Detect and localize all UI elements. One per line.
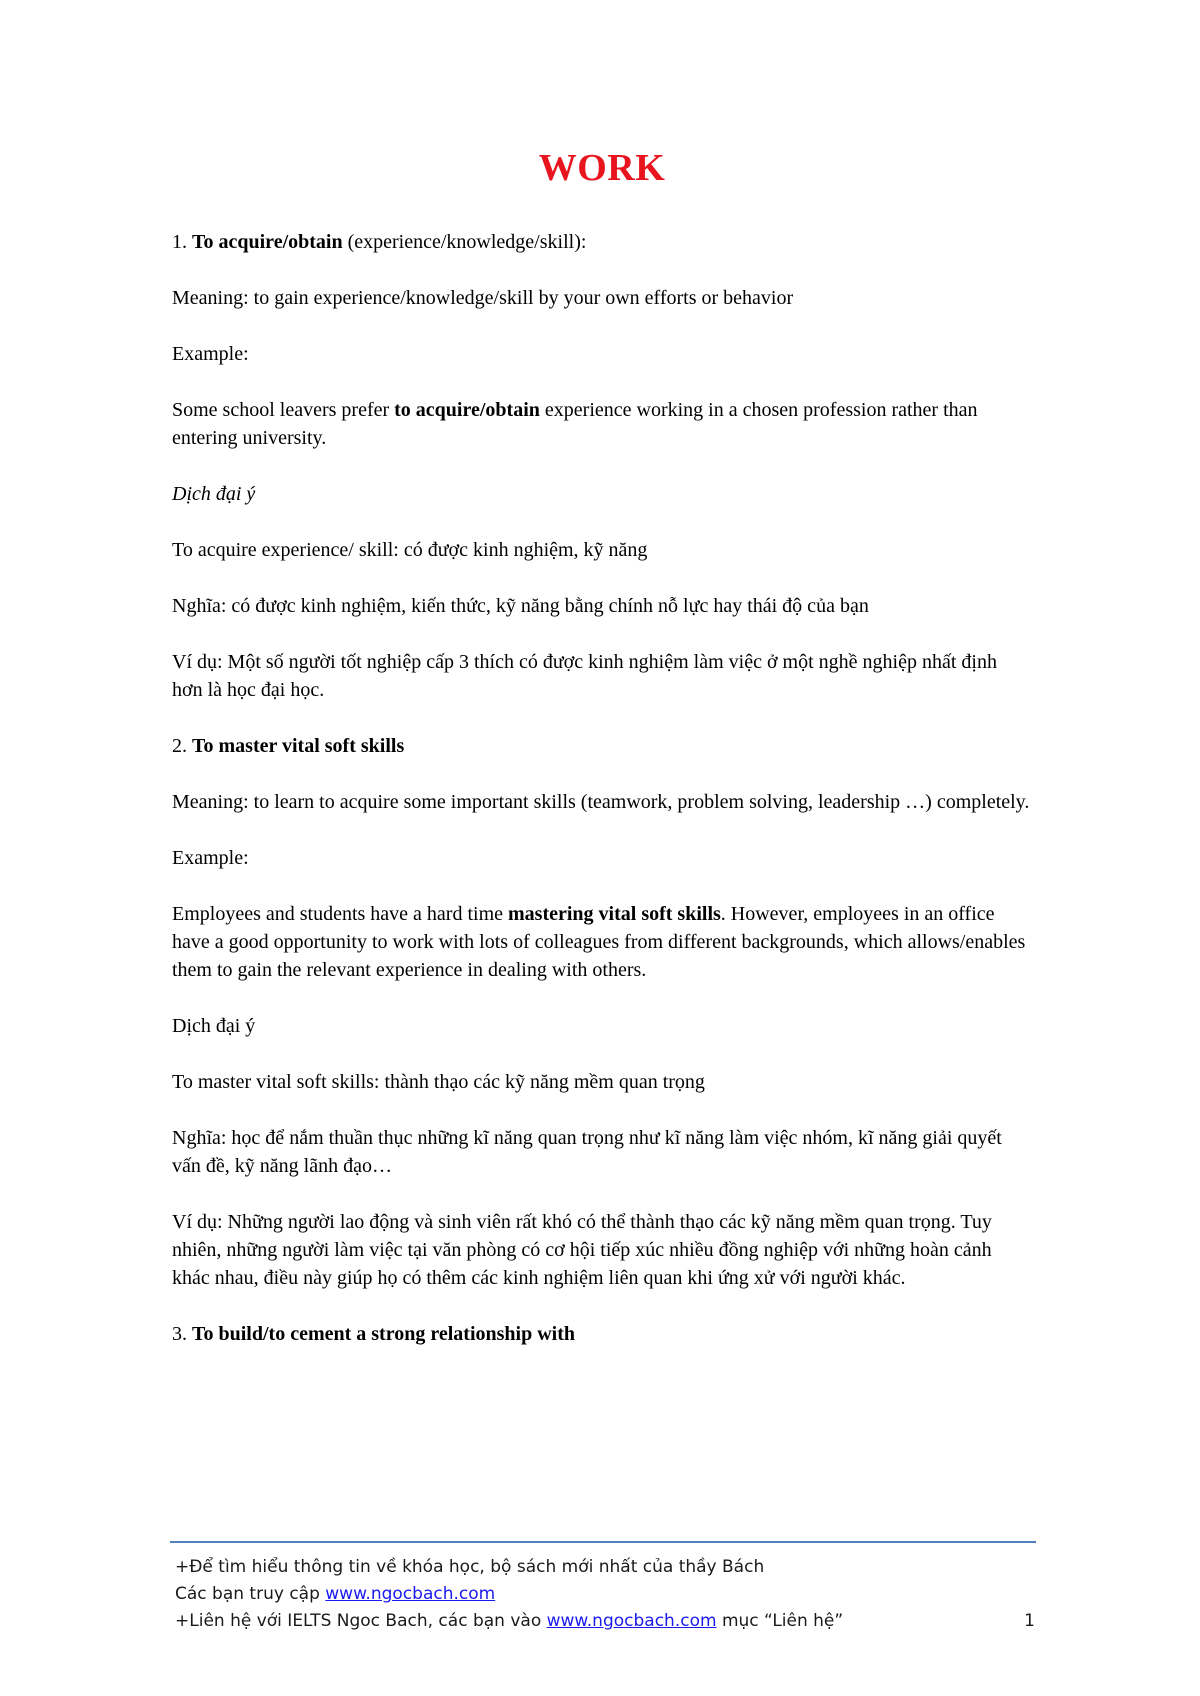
section-1-vi-example: Ví dụ: Một số người tốt nghiệp cấp 3 thích có được kinh nghiệm làm việc ở một nghề nghiệp nhất định hơn là học đại học. (172, 651, 997, 701)
section-1-example: Some school leavers prefer to acquire/obtain experience working in a chosen profession rather than entering university. (172, 399, 978, 449)
section-3-heading: 3. To build/to cement a strong relationship with (172, 1323, 576, 1345)
section-1-vi-meaning: Nghĩa: có được kinh nghiệm, kiến thức, kỹ năng bằng chính nỗ lực hay thái độ của bạn (172, 595, 869, 617)
page-title: WORK (538, 147, 666, 189)
section-3-term: To build/to cement a strong relationship with (192, 1323, 576, 1345)
section-2-meaning: Meaning: to learn to acquire some important skills (teamwork, problem solving, leadership …) completely. (172, 791, 1030, 813)
section-2-translation-label: Dịch đại ý (172, 1015, 256, 1037)
footer-line-2: Các bạn truy cập www.ngocbach.com (175, 1584, 496, 1604)
footer-website-link[interactable]: www.ngocbach.com (325, 1584, 496, 1604)
section-2-vi-meaning: Nghĩa: học để nắm thuần thục những kĩ năng quan trọng như kĩ năng làm việc nhóm, kĩ năng giải quyết vấn đề, kỹ năng lãnh đạo… (172, 1127, 1002, 1177)
document-body (172, 228, 1032, 1376)
section-2-vi-example: Ví dụ: Những người lao động và sinh viên rất khó có thể thành thạo các kỹ năng mềm quan trọng. Tuy nhiên, những người làm việc tại văn phòng có cơ hội tiếp xúc nhiều đồng nghiệp với những hoàn cảnh khác nhau, điều này giúp họ có thêm các kinh nghiệm liên quan khi ứng xử với người khác. (172, 1211, 992, 1289)
section-1-translation-label: Dịch đại ý (172, 483, 256, 505)
section-1-example-label: Example: (172, 343, 249, 365)
section-2-vi-phrase: To master vital soft skills: thành thạo các kỹ năng mềm quan trọng (172, 1071, 705, 1093)
section-2-term: To master vital soft skills (192, 735, 405, 757)
section-1-term: To acquire/obtain (192, 231, 343, 253)
section-2-example-label: Example: (172, 847, 249, 869)
section-2-heading: 2. To master vital soft skills (172, 735, 405, 757)
page-footer (175, 1554, 1035, 1635)
section-2-example: Employees and students have a hard time mastering vital soft skills. However, employees in an office have a good opportunity to work with lots of colleagues from different backgrounds, which allows/enables them to gain the relevant experience in dealing with others. (172, 903, 1026, 981)
section-1-vi-phrase: To acquire experience/ skill: có được kinh nghiệm, kỹ năng (172, 539, 648, 561)
footer-divider (170, 1541, 1036, 1543)
section-1-heading: 1. To acquire/obtain (experience/knowledge/skill): (172, 231, 587, 253)
footer-line-3: +Liên hệ với IELTS Ngoc Bach, các bạn vào www.ngocbach.com mục “Liên hệ” (175, 1611, 844, 1631)
footer-line-1: +Để tìm hiểu thông tin về khóa học, bộ sách mới nhất của thầy Bách (175, 1557, 765, 1577)
page-number: 1 (1024, 1611, 1035, 1631)
footer-contact-link[interactable]: www.ngocbach.com (546, 1611, 717, 1631)
section-1-meaning: Meaning: to gain experience/knowledge/skill by your own efforts or behavior (172, 287, 794, 309)
